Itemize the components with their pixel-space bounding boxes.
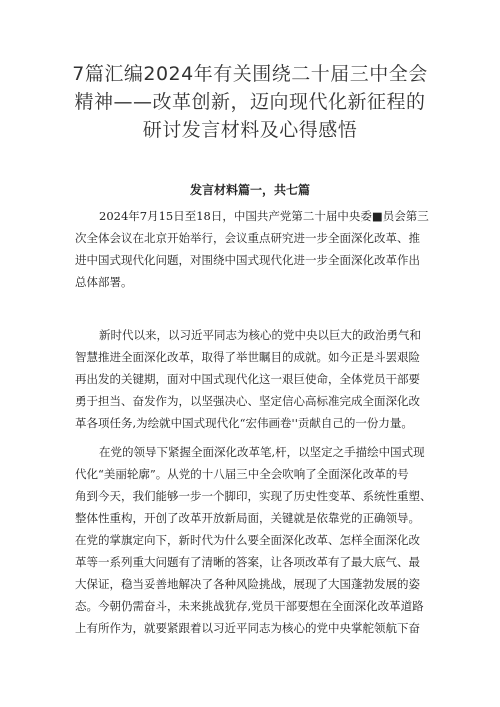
paragraph-line: 智慧推进全面深化改革，取得了举世瞩目的成就。如今正是斗罢艰险 [75,350,420,364]
paragraph-line: 态。今朝仍需奋斗，未来挑战犹存,党员干部要想在全面深化改革道路 [75,599,424,613]
title-line: 7篇汇编2024年有关围绕二十届三中全会 [72,63,428,85]
paragraph-line: 总体部署。 [75,275,133,289]
paragraph-line: 新时代以来，以习近平同志为核心的党中央以巨大的政治勇气和 [99,328,421,342]
paragraph-line: 角到今天，我们能够一步一个脚印，实现了历史性变革、系统性重塑、 [75,489,432,503]
paragraph-line: 革等一系列重大问题有了清晰的答案，让各项改革有了最大底气、最 [75,555,420,569]
document-title [40,60,460,144]
paragraph-line: 次全体会议在北京开始举行，会议重点研究进一步全面深化改革、推 [75,231,420,245]
paragraph-line: 2024年7月15日至18日，中国共产党第二十届中央委■员会第三 [99,209,429,223]
paragraph-line: 再出发的关键期，面对中国式现代化这一艰巨使命，全体党员干部要 [75,372,420,386]
paragraph-line: 大保证，稳当妥善地解决了各种风险挑战，展现了大国蓬勃发展的姿 [75,577,420,591]
paragraph-line: 在党的掌旗定向下，新时代为什么要全面深化改革、怎样全面深化改 [75,533,420,547]
paragraph [75,441,430,639]
paragraph-line: 代化“美丽轮廓”。从党的十八届三中全会吹响了全面深化改革的号 [75,467,409,481]
paragraph-line: 革各项任务,为绘就中国式现代化“宏伟画卷''贡献自己的一份力量。 [75,416,413,430]
paragraph-line: 进中国式现代化问题，对围绕中国式现代化进一步全面深化改革作出 [75,253,420,267]
section-heading: 发言材料篇一，共七篇 [189,183,310,197]
paragraph-line: 整体性重构，开创了改革开放新局面，关键就是依靠党的正确领导。 [75,511,420,525]
title-line: 研讨发言材料及心得感悟 [142,119,358,141]
paragraph [75,205,430,293]
paragraph-line: 在党的领导下紧握全面深化改革笔,杆，以坚定之手描绘中国式现 [99,445,425,459]
title-line: 精神——改革创新，迈向现代化新征程的 [74,91,426,113]
paragraph-line: 上有所作为，就要紧跟着以习近平同志为核心的党中央掌舵领航下奋 [75,621,420,635]
paragraph [75,324,430,434]
paragraph-line: 勇于担当、奋发作为，以坚强决心、坚定信心高标准完成全面深化改 [75,394,420,408]
